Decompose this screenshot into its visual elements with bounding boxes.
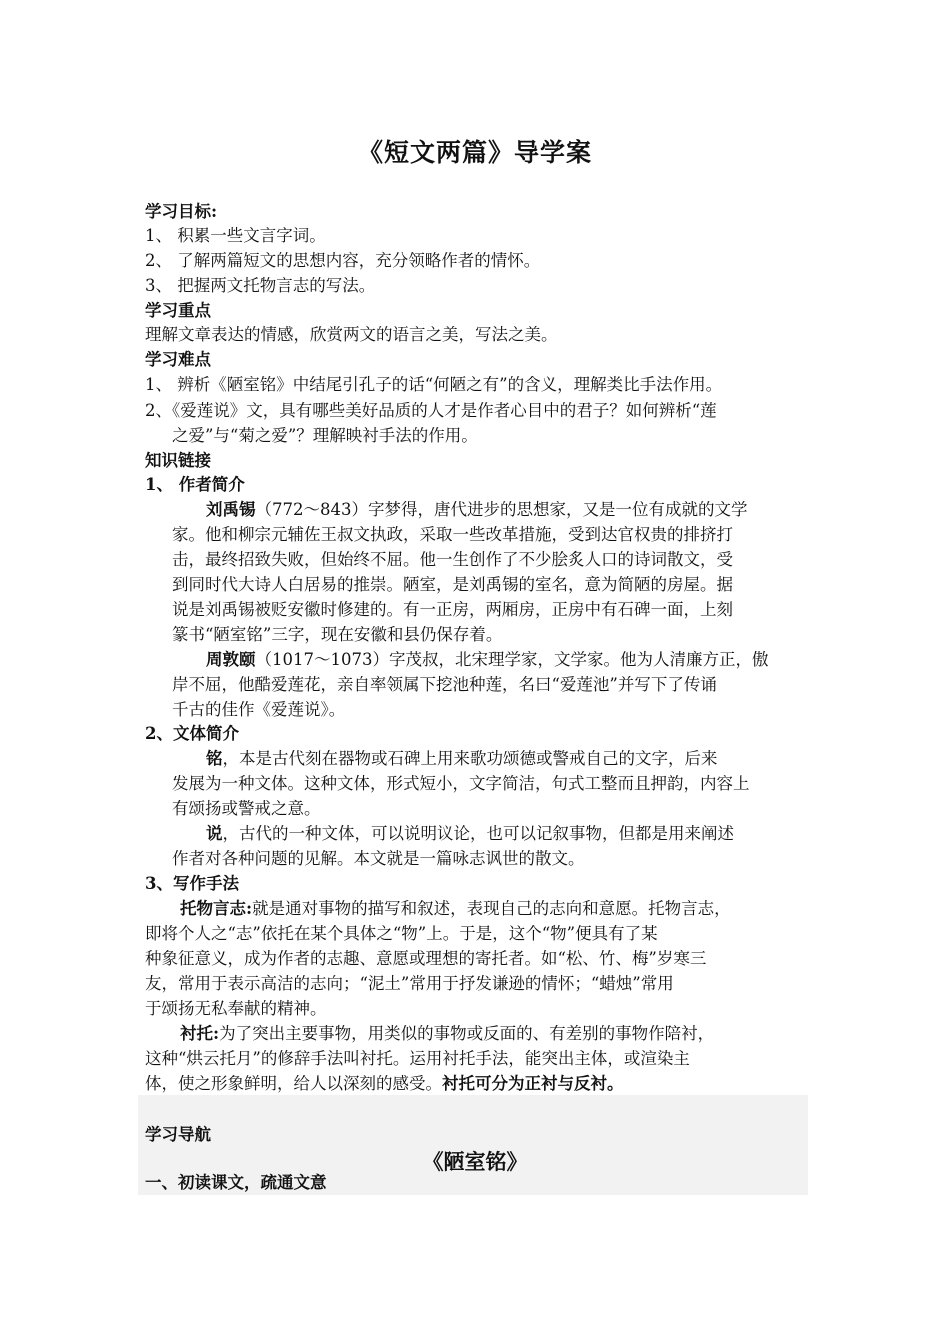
tuowu-term: 托物言志: bbox=[180, 899, 253, 918]
liu-paragraph-line: 击，最终招致失败，但始终不屈。他一生创作了不少脍炙人口的诗词散文，受 bbox=[172, 550, 733, 569]
difficulty-item: 2、《爱莲说》文，具有哪些美好品质的人才是作者心目中的君子？如何辨析“莲 bbox=[145, 401, 717, 420]
document-title: 《短文两篇》导学案 bbox=[357, 138, 592, 167]
section-heading: 一、初读课文，疏通文意 bbox=[145, 1173, 327, 1192]
chentuo-paragraph-line: 衬托:为了突出主要事物，用类似的事物或反面的、有差别的事物作陪衬， bbox=[180, 1024, 715, 1043]
zhou-paragraph-line: 周敦颐（1017～1073）字茂叔，北宋理学家，文学家。他为人清廉方正，傲 bbox=[206, 650, 769, 669]
difficulties-heading: 学习难点 bbox=[145, 350, 211, 369]
tuowu-paragraph-line: 即将个人之“志”依托在某个具体之“物”上。于是，这个“物”便具有了某 bbox=[145, 924, 658, 943]
chentuo-paragraph-line: 体，使之形象鲜明，给人以深刻的感受。衬托可分为正衬与反衬。 bbox=[145, 1074, 624, 1093]
zhou-paragraph-line: 岸不屈，他酷爱莲花，亲自率领属下挖池种莲，名曰“爱莲池”并写下了传诵 bbox=[172, 675, 717, 694]
guide-heading: 学习导航 bbox=[145, 1125, 211, 1144]
shuo-paragraph-line: 作者对各种问题的见解。本文就是一篇咏志讽世的散文。 bbox=[172, 849, 585, 868]
knowledge-heading: 知识链接 bbox=[145, 451, 211, 470]
goal-item: 2、 了解两篇短文的思想内容，充分领略作者的情怀。 bbox=[145, 251, 541, 270]
tuowu-paragraph-line: 托物言志:就是通对事物的描写和叙述，表现自己的志向和意愿。托物言志， bbox=[180, 899, 731, 918]
liu-paragraph-line: 说是刘禹锡被贬安徽时修建的。有一正房，两厢房，正房中有石碑一面，上刻 bbox=[172, 600, 733, 619]
zhou-name: 周敦颐 bbox=[206, 650, 256, 669]
liu-paragraph-line: 家。他和柳宗元辅佐王叔文执政，采取一些改革措施，受到达官权贵的排挤打 bbox=[172, 525, 733, 544]
shuo-term: 说 bbox=[206, 824, 223, 843]
tuowu-paragraph-line: 种象征意义，成为作者的志趣、意愿或理想的寄托者。如“松、竹、梅”岁寒三 bbox=[145, 949, 707, 968]
chentuo-emphasis: 衬托可分为正衬与反衬。 bbox=[442, 1074, 624, 1093]
ming-paragraph-line: 铭，本是古代刻在器物或石碑上用来歌功颂德或警戒自己的文字，后来 bbox=[206, 749, 718, 768]
zhou-paragraph-line: 千古的佳作《爱莲说》。 bbox=[172, 700, 346, 719]
ming-paragraph-line: 有颂扬或警戒之意。 bbox=[172, 799, 321, 818]
genre-heading: 2、文体简介 bbox=[145, 724, 239, 743]
chentuo-term: 衬托: bbox=[180, 1024, 220, 1043]
ming-paragraph-line: 发展为一种文体。这种文体，形式短小，文字简洁，句式工整而且押韵，内容上 bbox=[172, 774, 750, 793]
method-heading: 3、写作手法 bbox=[145, 874, 239, 893]
chentuo-paragraph-line: 这种“烘云托月”的修辞手法叫衬托。运用衬托手法，能突出主体，或渲染主 bbox=[145, 1049, 690, 1068]
lou-shi-ming-title: 《陋室铭》 bbox=[422, 1149, 528, 1174]
tuowu-paragraph-line: 于颂扬无私奉献的精神。 bbox=[145, 999, 327, 1018]
key-points-heading: 学习重点 bbox=[145, 301, 211, 320]
goals-heading: 学习目标: bbox=[145, 202, 218, 221]
shuo-paragraph-line: 说，古代的一种文体，可以说明议论，也可以记叙事物，但都是用来阐述 bbox=[206, 824, 734, 843]
goal-item: 3、 把握两文托物言志的写法。 bbox=[145, 276, 376, 295]
difficulty-item-cont: 之爱”与“菊之爱”？理解映衬手法的作用。 bbox=[172, 426, 478, 445]
key-points-text: 理解文章表达的情感，欣赏两文的语言之美，写法之美。 bbox=[145, 325, 558, 344]
difficulty-item: 1、 辨析《陋室铭》中结尾引孔子的话“何陋之有”的含义，理解类比手法作用。 bbox=[145, 375, 723, 394]
author-heading: 1、 作者简介 bbox=[145, 475, 245, 494]
goal-item: 1、 积累一些文言字词。 bbox=[145, 226, 326, 245]
liu-paragraph-line: 篆书“陋室铭”三字，现在安徽和县仍保存着。 bbox=[172, 625, 503, 644]
tuowu-paragraph-line: 友，常用于表示高洁的志向；“泥土”常用于抒发谦逊的情怀；“蜡烛”常用 bbox=[145, 974, 674, 993]
liu-name: 刘禹锡 bbox=[206, 500, 256, 519]
liu-paragraph-line: 刘禹锡（772～843）字梦得，唐代进步的思想家，又是一位有成就的文学 bbox=[206, 500, 748, 519]
liu-paragraph-line: 到同时代大诗人白居易的推崇。陋室，是刘禹锡的室名，意为简陋的房屋。据 bbox=[172, 575, 733, 594]
ming-term: 铭 bbox=[206, 749, 223, 768]
